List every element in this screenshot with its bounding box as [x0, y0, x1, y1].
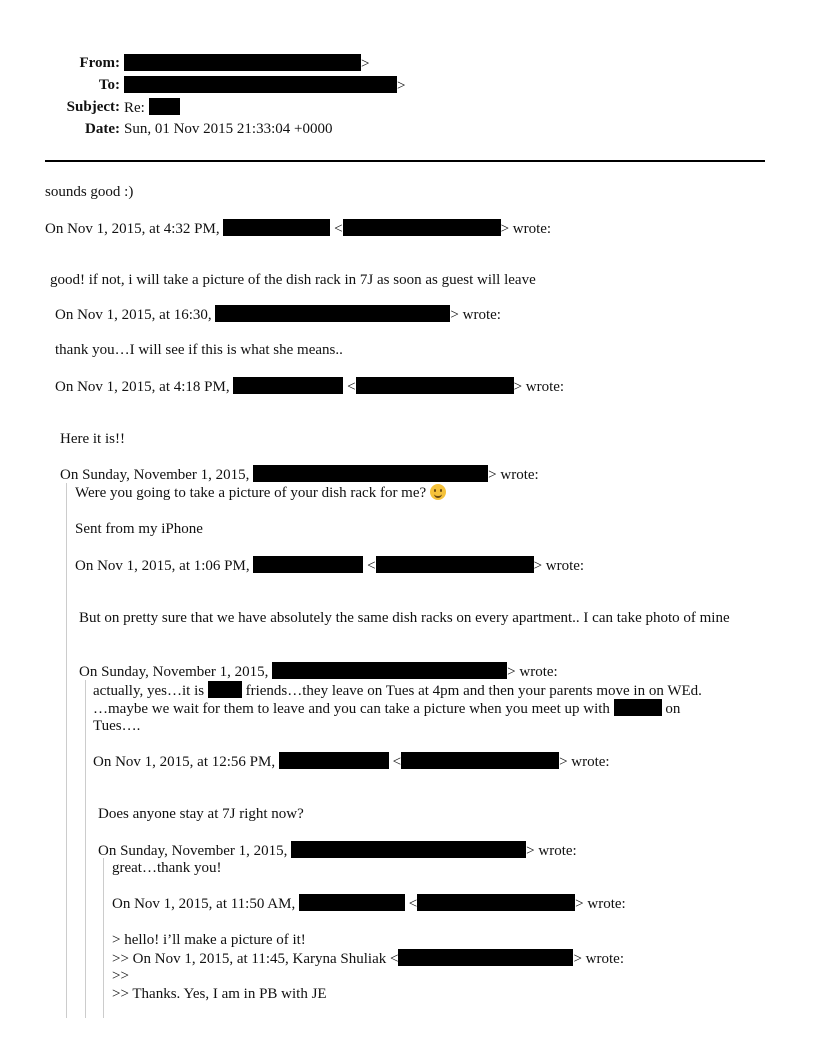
reply-text: good! if not, i will take a picture of the dish rack in 7J as soon as guest will leave: [50, 272, 536, 288]
quoted-text: …maybe we wait for them to leave and you can take a picture when you meet up with on: [93, 701, 681, 717]
redaction-box: [398, 949, 573, 966]
from-value: >: [124, 54, 369, 73]
quoted-text: >> On Nov 1, 2015, at 11:45, Karyna Shuliak < > wrote:: [112, 951, 624, 967]
quote-attribution: On Nov 1, 2015, at 11:50 AM, < > wrote:: [112, 896, 626, 912]
redaction-box: [614, 699, 662, 716]
date-value: Sun, 01 Nov 2015 21:33:04 +0000: [124, 121, 333, 137]
quoted-text: >> Thanks. Yes, I am in PB with JE: [112, 986, 327, 1002]
quoted-text: Does anyone stay at 7J right now?: [98, 806, 304, 822]
reply-text: sounds good :): [45, 184, 134, 200]
redaction-box: [272, 662, 507, 679]
quote-attribution: On Nov 1, 2015, at 4:18 PM, < > wrote:: [55, 379, 565, 395]
redaction-box: [279, 752, 389, 769]
to-value: >: [124, 76, 405, 95]
redaction-box: [124, 76, 397, 93]
redaction-box: [299, 894, 405, 911]
from-label: From:: [79, 55, 120, 71]
redaction-box: [215, 305, 450, 322]
quote-bar: [85, 680, 86, 1018]
subject-label: Subject:: [66, 99, 120, 115]
quoted-text: Tues….: [93, 718, 141, 734]
quoted-text: > hello! i’ll make a picture of it!: [112, 932, 306, 948]
quote-attribution: On Nov 1, 2015, at 16:30, > wrote:: [55, 307, 501, 323]
redaction-box: [417, 894, 575, 911]
quote-attribution: On Nov 1, 2015, at 1:06 PM, < > wrote:: [75, 558, 585, 574]
reply-text: Here it is!!: [60, 431, 125, 447]
redaction-box: [356, 377, 514, 394]
redaction-box: [149, 98, 180, 115]
redaction-box: [253, 556, 363, 573]
quote-attribution: On Nov 1, 2015, at 12:56 PM, < > wrote:: [93, 754, 610, 770]
quoted-text: Were you going to take a picture of your dish rack for me?: [75, 484, 446, 502]
subject-value: Re:: [124, 98, 180, 117]
header-divider: [45, 160, 765, 162]
redaction-box: [343, 219, 501, 236]
date-label: Date:: [85, 121, 120, 137]
quoted-text: great…thank you!: [112, 860, 222, 876]
quoted-text: >>: [112, 968, 129, 984]
redaction-box: [253, 465, 488, 482]
smiling-face-emoji-icon: [430, 484, 446, 500]
quote-attribution: On Nov 1, 2015, at 4:32 PM, < > wrote:: [45, 221, 552, 237]
quote-attribution: On Sunday, November 1, 2015, > wrote:: [60, 467, 539, 483]
quote-attribution: On Sunday, November 1, 2015, > wrote:: [98, 843, 577, 859]
signature-text: Sent from my iPhone: [75, 521, 203, 537]
reply-text: thank you…I will see if this is what she means..: [55, 342, 343, 358]
quote-bar: [103, 858, 104, 1018]
to-label: To:: [98, 77, 120, 93]
redaction-box: [376, 556, 534, 573]
quoted-text: actually, yes…it is friends…they leave on Tues at 4pm and then your parents move in on WEd.: [93, 683, 702, 699]
quote-bar: [66, 483, 67, 1018]
redaction-box: [223, 219, 330, 236]
redaction-box: [124, 54, 361, 71]
redaction-box: [233, 377, 343, 394]
redaction-box: [208, 681, 242, 698]
quoted-text: But on pretty sure that we have absolutely the same dish racks on every apartment.. I can take photo of mine: [79, 610, 730, 626]
redaction-box: [291, 841, 526, 858]
redaction-box: [401, 752, 559, 769]
quote-attribution: On Sunday, November 1, 2015, > wrote:: [79, 664, 558, 680]
